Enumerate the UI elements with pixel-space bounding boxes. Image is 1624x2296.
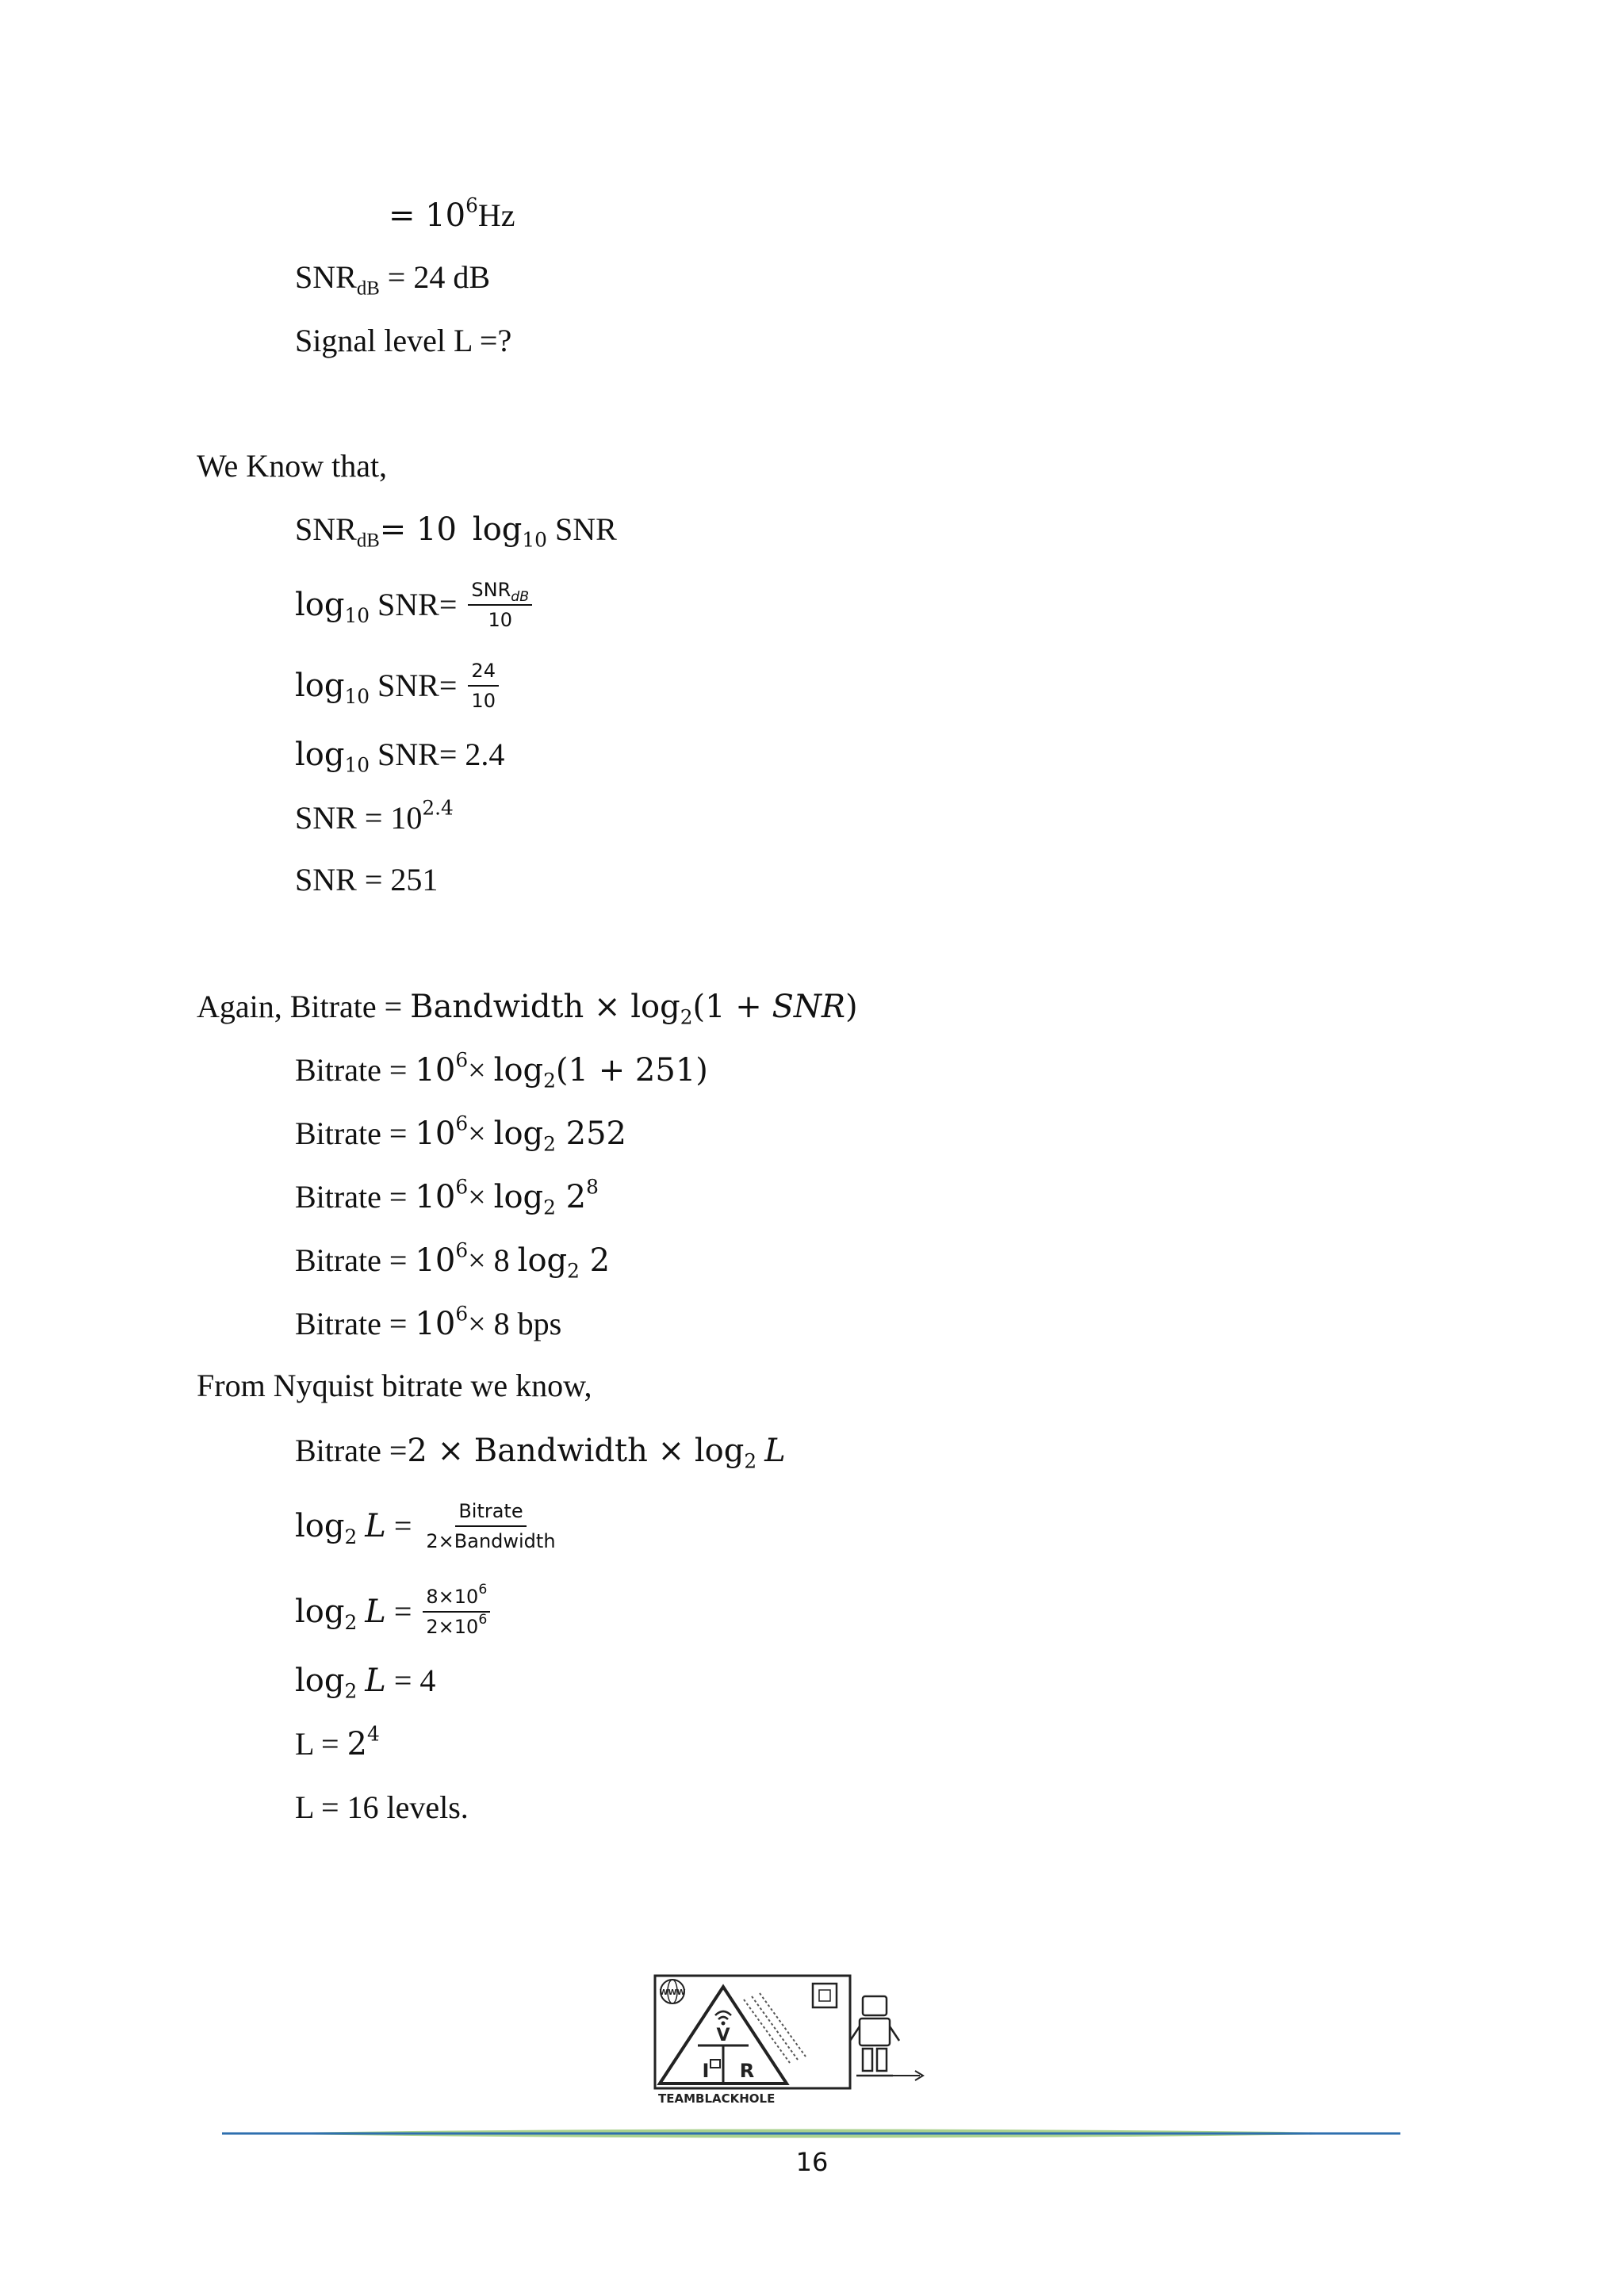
base: 10 xyxy=(415,1242,456,1279)
fraction-numerator: Bitrate xyxy=(455,1500,526,1527)
rhs-text: SNR= 2.4 xyxy=(370,737,505,772)
argument: 252 xyxy=(555,1115,626,1152)
lhs-text: L = xyxy=(295,1726,347,1762)
fraction-bitrate-over-bandwidth xyxy=(423,1500,558,1552)
snr-db-subscript: dB xyxy=(356,530,380,552)
log-base: 2 xyxy=(543,1132,556,1156)
fraction-snr-db-over-ten xyxy=(468,579,532,631)
denominator-text: 2×10 xyxy=(426,1616,479,1638)
lhs-text: Bitrate = xyxy=(295,1052,416,1088)
bandwidth-rhs: = 10 xyxy=(389,197,466,234)
l-variable: L xyxy=(764,1433,786,1469)
footer-divider xyxy=(222,2128,1400,2139)
line-log-l-value xyxy=(295,1662,436,1703)
log-base: 2 xyxy=(543,1196,556,1219)
line-nyquist-intro: From Nyquist bitrate we know, xyxy=(197,1368,592,1403)
snr-label: SNR xyxy=(295,511,357,547)
line-bitrate-shannon xyxy=(197,988,858,1029)
paren-open: (1 + xyxy=(692,989,772,1025)
times: × xyxy=(468,1115,494,1151)
team-name: TEAMBLACKHOLE xyxy=(658,2091,776,2106)
denominator-exponent: 6 xyxy=(478,1611,488,1628)
lhs-text: SNR = 10 xyxy=(295,800,423,836)
line-log-snr-value xyxy=(295,736,505,777)
line-bitrate-result xyxy=(295,1302,562,1343)
log-base: 10 xyxy=(344,684,370,708)
lhs-text: Bitrate = xyxy=(295,1115,416,1151)
snr-variable: SNR xyxy=(772,989,845,1025)
fraction-denominator: 10 xyxy=(488,609,513,631)
snr-db-subscript: dB xyxy=(356,277,380,300)
snr-label: SNR xyxy=(295,259,357,295)
log-base: 10 xyxy=(344,753,370,777)
log-function: log xyxy=(493,1052,544,1089)
lhs-text: Bitrate = xyxy=(295,1179,416,1215)
line-snr-db-formula xyxy=(295,511,617,552)
argument: (1 + 251) xyxy=(555,1052,708,1089)
l-variable: L xyxy=(365,1663,386,1699)
log-base: 2 xyxy=(344,1679,358,1703)
log-function: log xyxy=(295,587,345,624)
line-snr-power xyxy=(295,796,454,837)
lhs-text: Bitrate = xyxy=(295,1242,416,1278)
numerator-text: 8×10 xyxy=(426,1586,479,1608)
line-bitrate-step-3 xyxy=(295,1175,599,1219)
line-l-result: L = 16 levels. xyxy=(295,1789,469,1825)
argument: 2 xyxy=(579,1242,611,1279)
log-function: log xyxy=(295,1663,345,1699)
www-text: WWW xyxy=(659,1988,686,1997)
base: 2 xyxy=(347,1726,367,1762)
fraction-numerator: 24 xyxy=(468,660,499,687)
logo-letter-v: V xyxy=(716,2026,730,2045)
lhs-text: Bitrate = xyxy=(295,1306,416,1341)
log-function: log xyxy=(295,1508,345,1545)
snr-db-value: = 24 dB xyxy=(379,259,491,295)
bandwidth-unit: Hz xyxy=(477,197,515,233)
log-base: 2 xyxy=(344,1525,358,1548)
log-base: 10 xyxy=(522,528,547,552)
times: × xyxy=(468,1179,494,1215)
equals: = xyxy=(385,1594,412,1630)
line-log-l-fraction-1 xyxy=(295,1500,559,1556)
l-variable: L xyxy=(365,1594,386,1631)
log-function: log xyxy=(493,1179,544,1215)
line-snr-db-given xyxy=(295,258,491,300)
line-l-power xyxy=(295,1722,380,1763)
lhs-text: Bitrate = xyxy=(295,1433,408,1468)
fraction-8e6-over-2e6 xyxy=(423,1581,490,1638)
bandwidth-exponent: 6 xyxy=(465,193,478,217)
line-bitrate-step-2 xyxy=(295,1112,626,1156)
line-log-snr-fraction-2 xyxy=(295,660,499,715)
exponent: 2.4 xyxy=(422,796,454,820)
team-logo xyxy=(650,1974,944,2107)
usb-cable-icon xyxy=(893,2071,923,2080)
equals: = xyxy=(385,1508,412,1544)
log-function: log xyxy=(517,1242,568,1279)
numerator-text: SNR xyxy=(471,579,511,601)
lhs-text: SNR= xyxy=(370,668,458,704)
log-function: log xyxy=(295,1594,345,1631)
numerator-subscript: dB xyxy=(511,589,530,606)
paren-close: ) xyxy=(845,989,858,1025)
fraction-numerator xyxy=(423,1581,490,1613)
line-we-know-that: We Know that, xyxy=(197,448,388,484)
lhs-text: SNR= xyxy=(370,587,458,623)
base: 10 xyxy=(415,1115,456,1152)
base: 10 xyxy=(415,1052,456,1089)
exponent: 6 xyxy=(455,1175,469,1199)
formula-body: 2 × Bandwidth × log xyxy=(407,1433,745,1469)
fraction-denominator: 2×Bandwidth xyxy=(426,1530,556,1552)
lead-text: Again, Bitrate = xyxy=(197,989,411,1024)
l-variable: L xyxy=(365,1508,386,1545)
exponent: 6 xyxy=(455,1112,469,1135)
argument-exponent: 8 xyxy=(586,1175,599,1199)
line-log-l-fraction-2 xyxy=(295,1581,490,1641)
base: 10 xyxy=(415,1179,456,1215)
argument: 2 xyxy=(555,1179,587,1215)
equals-ten: = 10 xyxy=(379,511,457,548)
exponent: 6 xyxy=(455,1238,469,1262)
log-function: log xyxy=(493,1115,544,1152)
rhs-text: = 4 xyxy=(385,1663,436,1698)
times-eight-bps: × 8 bps xyxy=(468,1306,562,1341)
snr-label-2: SNR xyxy=(554,511,617,547)
line-log-snr-fraction-1 xyxy=(295,579,532,634)
fraction-numerator xyxy=(468,579,532,606)
line-bitrate-step-4 xyxy=(295,1238,611,1283)
log-base: 2 xyxy=(567,1259,580,1283)
log-base: 2 xyxy=(680,1005,693,1029)
line-snr-result: SNR = 251 xyxy=(295,862,439,897)
line-bandwidth-value xyxy=(389,193,515,235)
numerator-exponent: 6 xyxy=(478,1581,488,1598)
log-base: 2 xyxy=(344,1610,358,1634)
fraction-denominator: 10 xyxy=(471,690,496,712)
logo-letter-i: I xyxy=(702,2060,710,2082)
robot-icon xyxy=(850,1996,899,2076)
log-function: log xyxy=(295,737,345,773)
log-base: 2 xyxy=(744,1449,757,1473)
base: 10 xyxy=(415,1306,456,1342)
exponent: 4 xyxy=(366,1722,380,1746)
fraction-denominator xyxy=(423,1613,490,1638)
line-signal-level-question: Signal level L =? xyxy=(295,323,512,358)
times: × xyxy=(468,1052,494,1088)
log-base: 2 xyxy=(543,1069,556,1093)
page-number: 16 xyxy=(795,2147,829,2177)
log-function: log xyxy=(295,668,345,705)
bandwidth-times-log: Bandwidth × log xyxy=(410,989,680,1025)
exponent: 6 xyxy=(455,1302,469,1326)
exponent: 6 xyxy=(455,1048,469,1072)
log-function: log xyxy=(472,511,523,548)
line-nyquist-formula xyxy=(295,1432,786,1473)
logo-letter-r: R xyxy=(739,2060,755,2082)
line-bitrate-step-1 xyxy=(295,1048,708,1093)
fraction-24-over-10 xyxy=(468,660,499,712)
times-eight: × 8 xyxy=(468,1242,518,1278)
wifi-dot xyxy=(722,2022,726,2026)
log-base: 10 xyxy=(344,603,370,627)
